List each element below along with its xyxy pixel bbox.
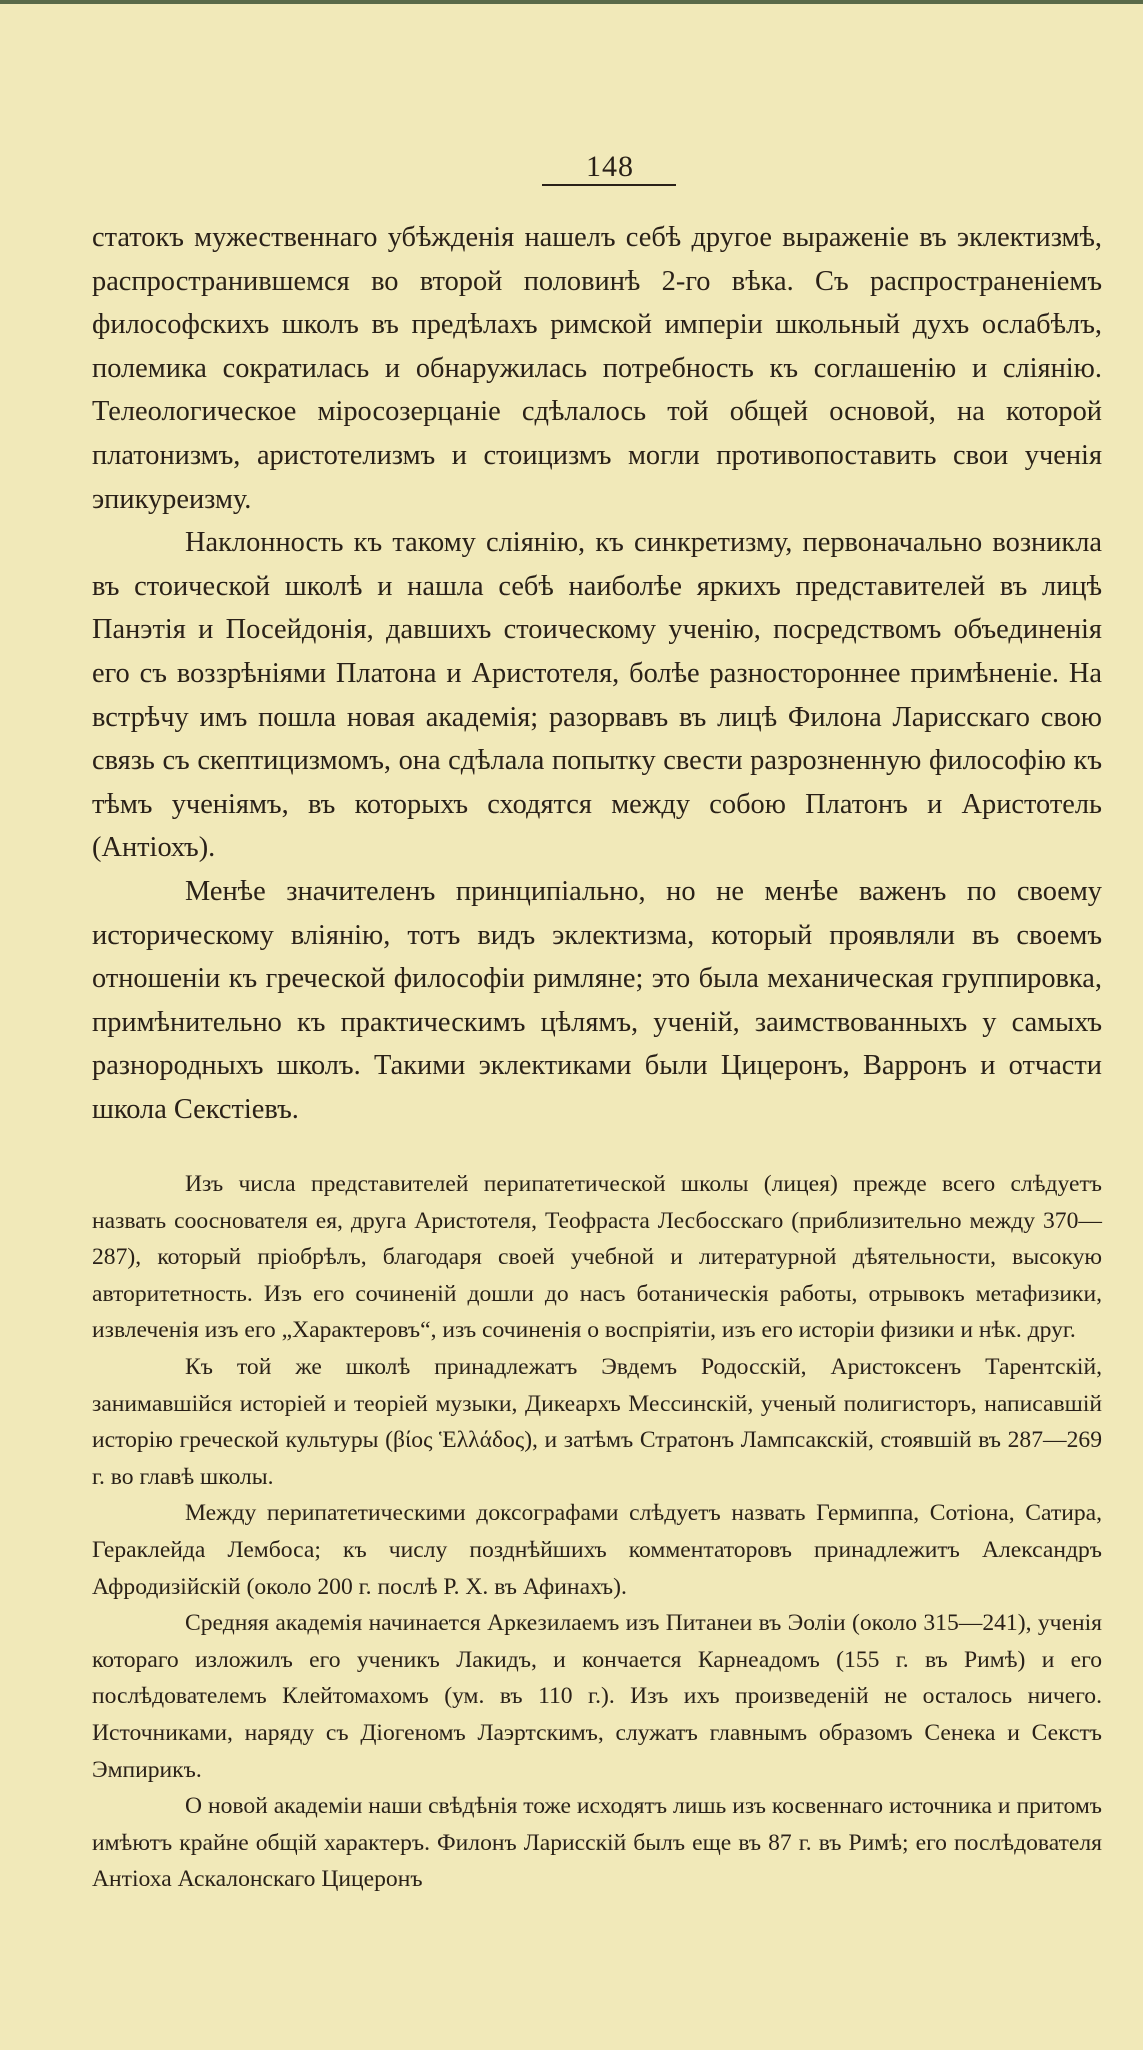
notes-section <box>92 1166 1102 1898</box>
main-paragraph-2: Наклонность къ такому сліянію, къ синкретизму, первоначально возникла въ стоической школѣ и нашла себѣ наиболѣе яркихъ представителей въ лицѣ Панэтія и Посейдонія, давшихъ стоическому ученію, посредствомъ объединенія его съ воззрѣніями Платона и Аристотеля, болѣе разностороннее примѣненіе. На встрѣчу имъ пошла новая академія; разорвавъ въ лицѣ Филона Ларисскаго свою связь съ скептицизмомъ, она сдѣлала попытку свести разрозненную философію къ тѣмъ ученіямъ, въ которыхъ сходятся между собою Платонъ и Аристотель (Антіохъ). <box>92 527 1102 864</box>
main-text <box>92 216 1102 1131</box>
top-edge-rule <box>0 0 1143 4</box>
page-number-rule <box>542 184 676 186</box>
page-number: 148 <box>586 150 634 183</box>
note-paragraph-3: Между перипатетическими доксографами слѣдуетъ назвать Гермиппа, Сотіона, Сатира, Гераклейда Лембоса; къ числу позднѣйшихъ комментаторовъ принадлежитъ Александръ Афродизійскій (около 200 г. послѣ Р. Х. въ Афинахъ). <box>92 1500 1102 1600</box>
note-paragraph-4: Средняя академія начинается Аркезилаемъ изъ Питанеи въ Эоліи (около 315—241), ученія котораго изложилъ его ученикъ Лакидъ, и кончается Карнеадомъ (155 г. въ Римѣ) и его послѣдователемъ Клейтомахомъ (ум. въ 110 г.). Изъ ихъ произведеній не осталось ничего. Источниками, наряду съ Діогеномъ Лаэртскимъ, служатъ главнымъ образомъ Сенека и Секстъ Эмпирикъ. <box>92 1610 1102 1783</box>
note-paragraph-2: Къ той же школѣ принадлежатъ Эвдемъ Родосскій, Аристоксенъ Тарентскій, занимавшійся исторіей и теоріей музыки, Дикеархъ Мессинскій, ученый полигисторъ, написавшій исторію греческой культуры (βίος Ἑλλάδος), и затѣмъ Стратонъ Лампсакскій, стоявшій въ 287—269 г. во главѣ школы. <box>92 1353 1102 1490</box>
main-paragraph-1: статокъ мужественнаго убѣжденія нашелъ себѣ другое выраженіе въ эклектизмѣ, распространившемся во второй половинѣ 2-го вѣка. Съ распространеніемъ философскихъ школъ въ предѣлахъ римской имперіи школьный духъ ослабѣлъ, полемика сократилась и обнаружилась потребность къ соглашенію и сліянію. Телеологическое міросозерцаніе сдѣлалось той общей основой, на которой платонизмъ, аристотелизмъ и стоицизмъ могли противопоставить свои ученія эпикуреизму. <box>92 222 1102 515</box>
main-paragraph-3: Менѣе значителенъ принципіально, но не менѣе важенъ по своему историческому вліянію, тотъ видъ эклектизма, который проявляли въ своемъ отношеніи къ греческой философіи римляне; это была механическая группировка, примѣнительно къ практическимъ цѣлямъ, ученій, заимствованныхъ у самыхъ разнородныхъ школъ. Такими эклектиками были Цицеронъ, Варронъ и отчасти школа Секстіевъ. <box>92 875 1102 1125</box>
note-paragraph-5: О новой академіи наши свѣдѣнія тоже исходятъ лишь изъ косвеннаго источника и притомъ имѣютъ крайне общій характеръ. Филонъ Ларисскій былъ еще въ 87 г. въ Римѣ; его послѣдователя Антіоха Аскалонскаго Цицеронъ <box>92 1793 1102 1893</box>
note-paragraph-1: Изъ числа представителей перипатетической школы (лицея) прежде всего слѣдуетъ назвать сооснователя ея, друга Аристотеля, Теофраста Лесбосскаго (приблизительно между 370—287), который пріобрѣлъ, благодаря своей учебной и литературной дѣятельности, высокую авторитетность. Изъ его сочиненій дошли до насъ ботаническія работы, отрывокъ метафизики, извлеченія изъ его „Характеровъ“, изъ сочиненія о воспріятіи, изъ его исторіи физики и нѣк. друг. <box>92 1171 1102 1344</box>
